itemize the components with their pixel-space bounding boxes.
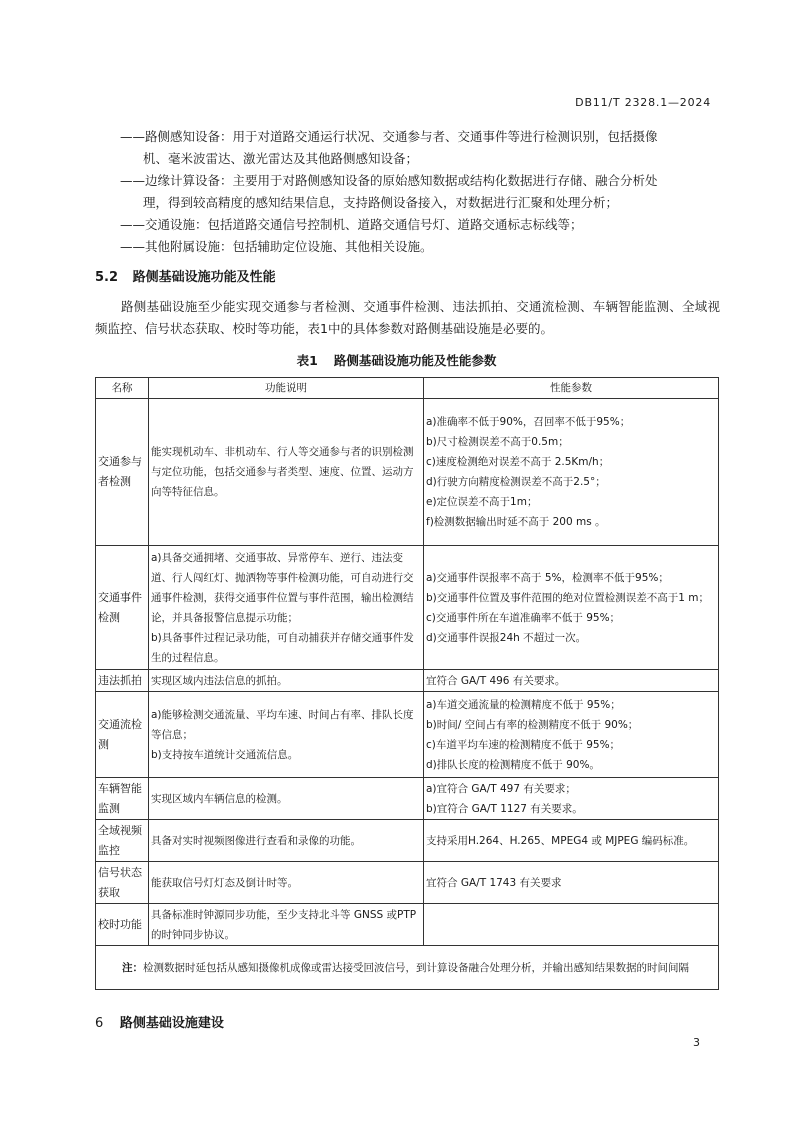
performance-line: d)行驶方向精度检测误差不高于2.5°；	[426, 476, 606, 488]
list-item-line: ——边缘计算设备：主要用于对路侧感知设备的原始感知数据或结构化数据进行存储、融合分析处	[120, 173, 658, 188]
row-function	[149, 692, 424, 778]
row-function	[149, 778, 424, 820]
table-row	[96, 820, 719, 862]
performance-line: c)速度检测绝对误差不高于 2.5Km/h；	[426, 456, 610, 468]
list-item-sensing-devices	[120, 126, 720, 170]
document-id: DB11/T 2328.1—2024	[575, 96, 711, 109]
table-row	[96, 546, 719, 670]
table-row	[96, 399, 719, 546]
performance-line: 宜符合 GA/T 496 有关要求。	[426, 674, 566, 687]
list-item-continuation: 理，得到较高精度的感知结果信息，支持路侧设备接入，对数据进行汇聚和处理分析；	[143, 195, 619, 210]
list-item-line: ——其他附属设施：包括辅助定位设施、其他相关设施。	[120, 239, 433, 254]
header-performance: 性能参数	[424, 378, 719, 399]
table-caption	[0, 351, 793, 369]
chapter-title: 路侧基础设施建设	[119, 1016, 224, 1031]
function-line: 能实现机动车、非机动车、行人等交通参与者的识别检测与定位功能，包括交通参与者类型、速度、位置、运动方向等特征信息。	[151, 446, 414, 498]
table-row	[96, 904, 719, 946]
performance-line: c)车道平均车速的检测精度不低于 95%；	[426, 738, 621, 751]
row-name: 车辆智能监测	[96, 778, 149, 820]
performance-line: b)交通事件位置及事件范围的绝对位置检测误差不高于1 m；	[426, 591, 710, 604]
table-header-row	[96, 378, 719, 399]
section-title: 路侧基础设施功能及性能	[132, 270, 276, 285]
row-performance	[424, 778, 719, 820]
row-name: 全域视频监控	[96, 820, 149, 862]
row-function	[149, 820, 424, 862]
function-line: 能获取信号灯灯态及倒计时等。	[151, 876, 298, 889]
performance-line: c)交通事件所在车道准确率不低于 95%；	[426, 611, 621, 624]
performance-line: a)交通事件误报率不高于 5%，检测率不低于95%；	[426, 571, 669, 584]
table-note-row	[96, 946, 719, 990]
table-title: 路侧基础设施功能及性能参数	[333, 353, 497, 368]
function-line: 具备对实时视频图像进行查看和录像的功能。	[151, 834, 361, 847]
table-row	[96, 670, 719, 692]
row-function	[149, 670, 424, 692]
row-name: 信号状态获取	[96, 862, 149, 904]
table-row	[96, 778, 719, 820]
note-label: 注：	[122, 961, 143, 974]
header-name: 名称	[96, 378, 149, 399]
row-function	[149, 399, 424, 546]
list-item-traffic-facilities	[120, 214, 720, 236]
function-line: a)具备交通拥堵、交通事故、异常停车、逆行、违法变道、行人闯红灯、抛洒物等事件检测功能，可自动进行交通事件检测，获得交通事件位置与事件范围，输出检测结论，并具备报警信息提示功能；	[151, 551, 414, 624]
performance-line: d)交通事件误报24h 不超过一次。	[426, 631, 587, 644]
performance-line: d)排队长度的检测精度不低于 90%。	[426, 758, 600, 771]
row-name: 违法抓拍	[96, 670, 149, 692]
performance-line: e)定位误差不高于1m；	[426, 496, 538, 508]
row-performance	[424, 904, 719, 946]
row-function	[149, 904, 424, 946]
row-performance	[424, 692, 719, 778]
function-line: a)能够检测交通流量、平均车速、时间占有率、排队长度等信息；	[151, 708, 414, 741]
function-line: 具备标准时钟源同步功能，至少支持北斗等 GNSS 或PTP 的时钟同步协议。	[151, 908, 417, 941]
row-performance	[424, 820, 719, 862]
header-function: 功能说明	[149, 378, 424, 399]
performance-line: a)准确率不低于90%，召回率不低于95%；	[426, 416, 631, 428]
list-item-auxiliary-facilities	[120, 236, 720, 258]
performance-line: b)宜符合 GA/T 1127 有关要求。	[426, 802, 583, 815]
function-line: 实现区域内违法信息的抓拍。	[151, 674, 288, 687]
chapter-number: 6	[95, 1016, 104, 1031]
row-function	[149, 862, 424, 904]
row-performance	[424, 670, 719, 692]
performance-line: 支持采用H.264、H.265、MPEG4 或 MJPEG 编码标准。	[426, 834, 695, 847]
performance-line: a)宜符合 GA/T 497 有关要求；	[426, 782, 576, 795]
row-name: 交通事件检测	[96, 546, 149, 670]
function-line: 实现区域内车辆信息的检测。	[151, 792, 288, 805]
function-line: b)具备事件过程记录功能，可自动捕获并存储交通事件发生的过程信息。	[151, 631, 414, 664]
performance-line: b)尺寸检测误差不高于0.5m；	[426, 436, 569, 448]
row-name: 校时功能	[96, 904, 149, 946]
performance-line: b)时间/ 空间占有率的检测精度不低于 90%；	[426, 718, 639, 731]
performance-line: a)车道交通流量的检测精度不低于 95%；	[426, 698, 621, 711]
body-paragraph: 路侧基础设施至少能实现交通参与者检测、交通事件检测、违法抓拍、交通流检测、车辆智能监测、全域视频监控、信号状态获取、校时等功能，表1中的具体参数对路侧基础设施是必要的。	[95, 299, 720, 336]
row-performance	[424, 546, 719, 670]
performance-line: 宜符合 GA/T 1743 有关要求	[426, 876, 562, 889]
note-text: 检测数据时延包括从感知摄像机成像或雷达接受回波信号，到计算设备融合处理分析，并输出感知结果数据的时间间隔	[143, 961, 689, 974]
list-item-continuation: 机、毫米波雷达、激光雷达及其他路侧感知设备；	[143, 151, 419, 166]
performance-line: f)检测数据输出时延不高于 200 ms 。	[426, 516, 606, 528]
list-item-edge-computing	[120, 170, 720, 214]
table-row	[96, 692, 719, 778]
section-heading	[95, 266, 276, 285]
page-number: 3	[693, 1036, 700, 1049]
row-function	[149, 546, 424, 670]
table-number: 表1	[296, 353, 318, 368]
row-performance	[424, 862, 719, 904]
list-item-line: ——交通设施：包括道路交通信号控制机、道路交通信号灯、道路交通标志标线等；	[120, 217, 583, 232]
table-row	[96, 862, 719, 904]
list-item-line: ——路侧感知设备：用于对道路交通运行状况、交通参与者、交通事件等进行检测识别，包括摄像	[120, 129, 658, 144]
function-line: b)支持按车道统计交通流信息。	[151, 748, 299, 761]
spec-table	[95, 377, 719, 990]
row-name: 交通流检测	[96, 692, 149, 778]
row-name: 交通参与者检测	[96, 399, 149, 546]
section-number: 5.2	[95, 270, 119, 285]
chapter-heading	[95, 1012, 224, 1031]
row-performance	[424, 399, 719, 546]
table-note	[96, 946, 719, 990]
